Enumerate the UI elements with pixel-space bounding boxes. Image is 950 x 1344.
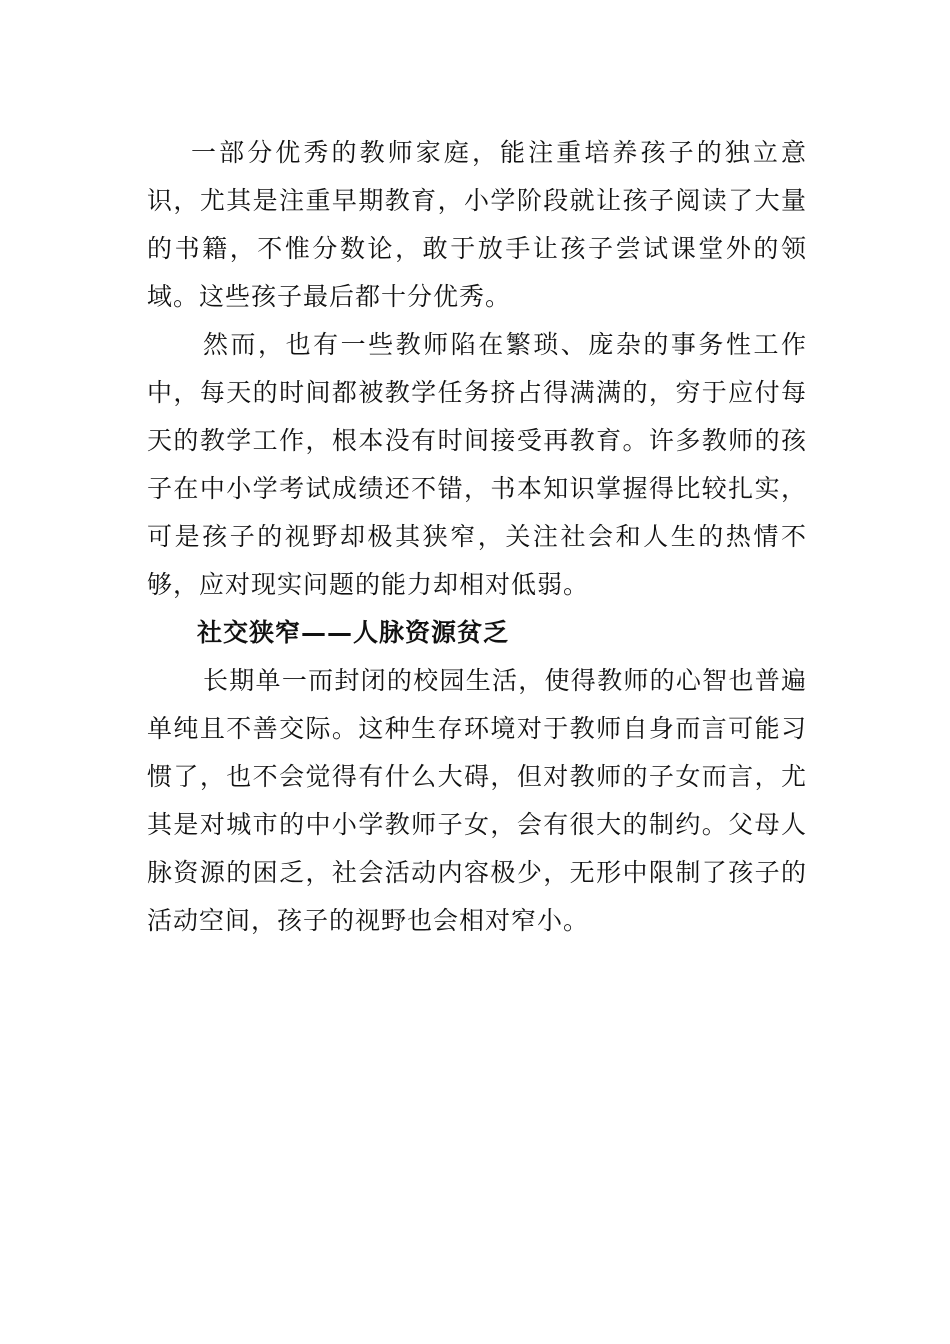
paragraph-busy-teachers: 然而，也有一些教师陷在繁琐、庞杂的事务性工作中，每天的时间都被教学任务挤占得满满的，穷于应付每天的教学工作，根本没有时间接受再教育。许多教师的孩子在中小学考试成绩还不错，书本知识掌握得比较扎实，可是孩子的视野却极其狭窄，关注社会和人生的热情不够，应对现实问题的能力却相对低弱。 — [147, 330, 807, 599]
paragraph-teacher-families: 一部分优秀的教师家庭，能注重培养孩子的独立意识，尤其是注重早期教育，小学阶段就让孩子阅读了大量的书籍，不惟分数论，敢于放手让孩子尝试课堂外的领域。这些孩子最后都十分优秀。 — [147, 138, 807, 311]
section-heading: 社交狭窄——人脉资源贫乏 — [197, 618, 510, 647]
document-body — [147, 129, 807, 945]
paragraph-social-narrowness: 长期单一而封闭的校园生活，使得教师的心智也普遍单纯且不善交际。这种生存环境对于教师自身而言可能习惯了，也不会觉得有什么大碍，但对教师的子女而言，尤其是对城市的中小学教师子女，会有很大的制约。父母人脉资源的困乏，社会活动内容极少，无形中限制了孩子的活动空间，孩子的视野也会相对窄小。 — [147, 666, 807, 935]
